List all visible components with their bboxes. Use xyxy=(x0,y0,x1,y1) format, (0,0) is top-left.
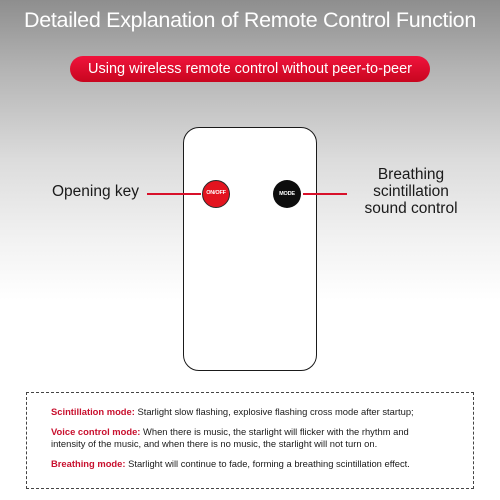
voice-control-mode-description xyxy=(51,426,409,438)
mode-label-line: Breathing xyxy=(377,166,445,183)
mode-text: Starlight will continue to fade, forming a breathing scintillation effect. xyxy=(125,458,410,469)
scintillation-mode-description xyxy=(51,406,414,418)
remote-control-body xyxy=(183,127,317,371)
page-title: Detailed Explanation of Remote Control Function xyxy=(24,8,476,32)
mode-term: Scintillation mode: xyxy=(51,406,135,417)
voice-control-mode-description-cont: intensity of the music, and when there is no music, the starlight will not turn on. xyxy=(51,438,378,449)
mode-button-label xyxy=(352,166,470,217)
subtitle-banner: Using wireless remote control without peer-to-peer xyxy=(70,56,430,82)
mode-label-line: sound control xyxy=(364,200,458,217)
opening-key-label: Opening key xyxy=(52,183,140,200)
mode-label-line: scintillation xyxy=(373,183,449,200)
mode-button[interactable]: MODE xyxy=(273,180,301,208)
mode-text: Starlight slow flashing, explosive flashing cross mode after startup; xyxy=(134,406,414,417)
breathing-mode-description xyxy=(51,458,410,470)
mode-term: Voice control mode: xyxy=(51,426,141,437)
callout-line-right xyxy=(303,193,347,195)
mode-term: Breathing mode: xyxy=(51,458,126,469)
mode-text: When there is music, the starlight will flicker with the rhythm and xyxy=(140,426,409,437)
callout-line-left xyxy=(147,193,201,195)
onoff-button[interactable]: ON/OFF xyxy=(202,180,230,208)
